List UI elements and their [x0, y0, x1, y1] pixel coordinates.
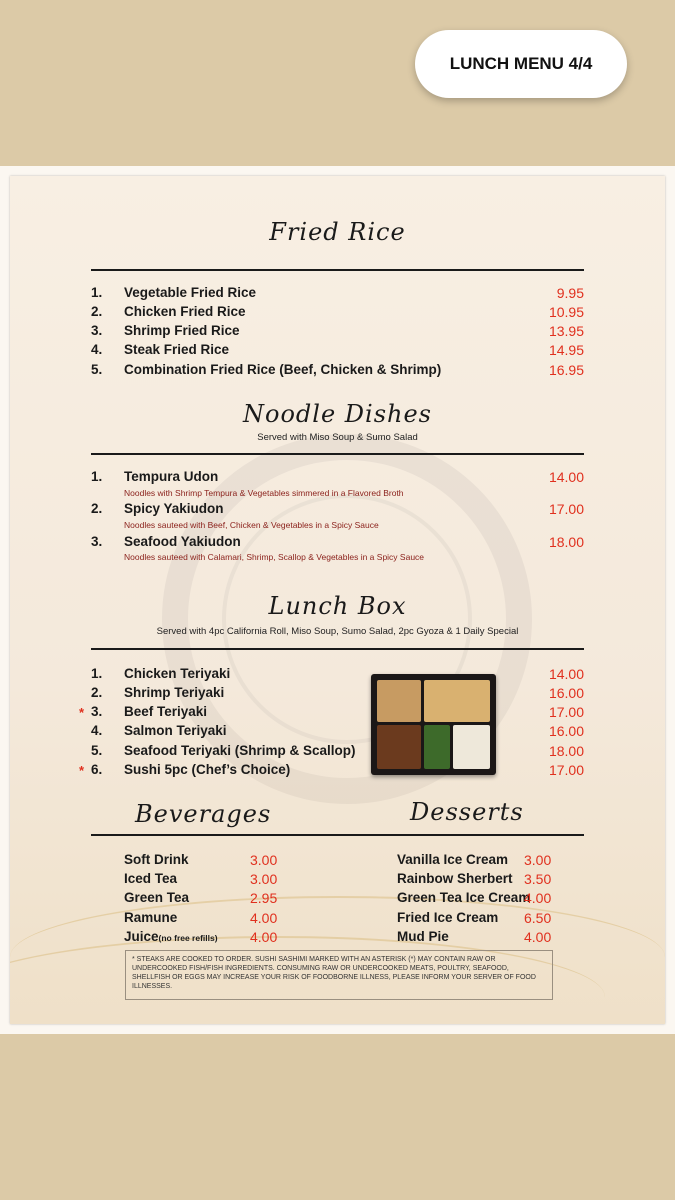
- menu-item-price: 17.00: [548, 704, 584, 720]
- menu-item-price: 18.00: [548, 743, 584, 759]
- section-title-lunch-box: Lunch Box: [268, 592, 407, 620]
- beverage-price: 4.00: [250, 929, 278, 945]
- menu-item-name: Steak Fried Rice: [124, 342, 230, 357]
- item-number: 2.: [91, 304, 103, 319]
- beverage-name-text: Juice: [124, 929, 159, 944]
- item-number: 6.: [91, 762, 103, 777]
- menu-item-name: Sushi 5pc (Chef’s Choice): [124, 762, 291, 777]
- menu-item-name: Vegetable Fried Rice: [124, 285, 257, 300]
- dessert-name: Mud Pie: [397, 929, 449, 944]
- menu-item-name: Beef Teriyaki: [124, 704, 208, 719]
- item-number: 2.: [91, 685, 103, 700]
- section-title-desserts: Desserts: [410, 798, 524, 826]
- raw-warning-asterisk: *: [79, 763, 85, 778]
- section-title-noodle-dishes: Noodle Dishes: [243, 400, 432, 428]
- menu-item-name: Salmon Teriyaki: [124, 723, 227, 738]
- item-number: 1.: [91, 285, 103, 300]
- dessert-name: Green Tea Ice Cream: [397, 890, 531, 905]
- beverage-name: Green Tea: [124, 890, 190, 905]
- beverage-name: Soft Drink: [124, 852, 189, 867]
- item-number: 3.: [91, 704, 103, 719]
- dessert-name: Vanilla Ice Cream: [397, 852, 509, 867]
- menu-item-price: 16.95: [548, 362, 584, 378]
- item-number: 5.: [91, 362, 103, 377]
- section-divider: [91, 834, 584, 836]
- menu-item-description: Noodles with Shrimp Tempura & Vegetables simmered in a Flavored Broth: [124, 488, 404, 498]
- dessert-name: Fried Ice Cream: [397, 910, 499, 925]
- item-number: 3.: [91, 534, 103, 549]
- beverage-price: 2.95: [250, 890, 278, 906]
- item-number: 2.: [91, 501, 103, 516]
- item-number: 4.: [91, 723, 103, 738]
- bento-box-photo: [371, 674, 496, 775]
- menu-item-price: 17.00: [548, 501, 584, 517]
- dessert-price: 4.00: [524, 929, 552, 945]
- dessert-name: Rainbow Sherbert: [397, 871, 513, 886]
- menu-item-price: 9.95: [556, 285, 584, 301]
- menu-item-name: Tempura Udon: [124, 469, 219, 484]
- dessert-price: 6.50: [524, 910, 552, 926]
- beverage-name: Ramune: [124, 910, 178, 925]
- menu-item-price: 14.00: [548, 469, 584, 485]
- section-divider: [91, 648, 584, 650]
- raw-warning-asterisk: *: [79, 705, 85, 720]
- menu-item-price: 16.00: [548, 685, 584, 701]
- item-number: 5.: [91, 743, 103, 758]
- menu-item-name: Seafood Teriyaki (Shrimp & Scallop): [124, 743, 356, 758]
- beverage-name: [124, 929, 218, 944]
- menu-item-description: Noodles sauteed with Beef, Chicken & Vegetables in a Spicy Sauce: [124, 520, 379, 530]
- menu-item-name: Chicken Fried Rice: [124, 304, 246, 319]
- section-subtitle: Served with 4pc California Roll, Miso Soup, Sumo Salad, 2pc Gyoza & 1 Daily Special: [156, 626, 519, 637]
- section-divider: [91, 453, 584, 455]
- menu-item-name: Shrimp Fried Rice: [124, 323, 240, 338]
- lunch-menu-page-badge[interactable]: LUNCH MENU 4/4: [415, 30, 627, 98]
- menu-item-price: 14.95: [548, 342, 584, 358]
- menu-item-description: Noodles sauteed with Calamari, Shrimp, Scallop & Vegetables in a Spicy Sauce: [124, 552, 425, 562]
- section-title-fried-rice: Fried Rice: [269, 218, 406, 246]
- menu-item-name: Seafood Yakiudon: [124, 534, 241, 549]
- section-divider: [91, 269, 584, 271]
- menu-item-price: 18.00: [548, 534, 584, 550]
- menu-item-name: Combination Fried Rice (Beef, Chicken & Shrimp): [124, 362, 442, 377]
- item-number: 1.: [91, 469, 103, 484]
- beverage-price: 4.00: [250, 910, 278, 926]
- item-number: 1.: [91, 666, 103, 681]
- section-subtitle: Served with Miso Soup & Sumo Salad: [257, 432, 418, 443]
- dessert-price: 4.00: [524, 890, 552, 906]
- menu-item-name: Shrimp Teriyaki: [124, 685, 225, 700]
- dessert-price: 3.00: [524, 852, 552, 868]
- menu-item-name: Chicken Teriyaki: [124, 666, 231, 681]
- menu-item-price: 14.00: [548, 666, 584, 682]
- beverage-price: 3.00: [250, 852, 278, 868]
- food-safety-disclaimer: * STEAKS ARE COOKED TO ORDER. SUSHI SASHIMI MARKED WITH AN ASTERISK (*) MAY CONTAIN RAW OR UNDERCOOKED FISH/FISH INGREDIENTS. CONSUMING RAW OR UNDERCOOKED MEATS, POULTRY, SEAFOOD, SHELLFISH OR EGGS MAY INCREASE YOUR RISK OF FOODBORNE ILLNESS, PLEASE INFORM YOUR SERVER OF FOOD ILLNESSES.: [125, 950, 553, 1000]
- beverage-note: (no free refills): [158, 933, 218, 943]
- menu-item-name: Spicy Yakiudon: [124, 501, 224, 516]
- section-title-beverages: Beverages: [135, 800, 272, 828]
- menu-item-price: 17.00: [548, 762, 584, 778]
- menu-item-price: 16.00: [548, 723, 584, 739]
- menu-item-price: 13.95: [548, 323, 584, 339]
- dessert-price: 3.50: [524, 871, 552, 887]
- item-number: 4.: [91, 342, 103, 357]
- beverage-price: 3.00: [250, 871, 278, 887]
- item-number: 3.: [91, 323, 103, 338]
- beverage-name: Iced Tea: [124, 871, 178, 886]
- menu-item-price: 10.95: [548, 304, 584, 320]
